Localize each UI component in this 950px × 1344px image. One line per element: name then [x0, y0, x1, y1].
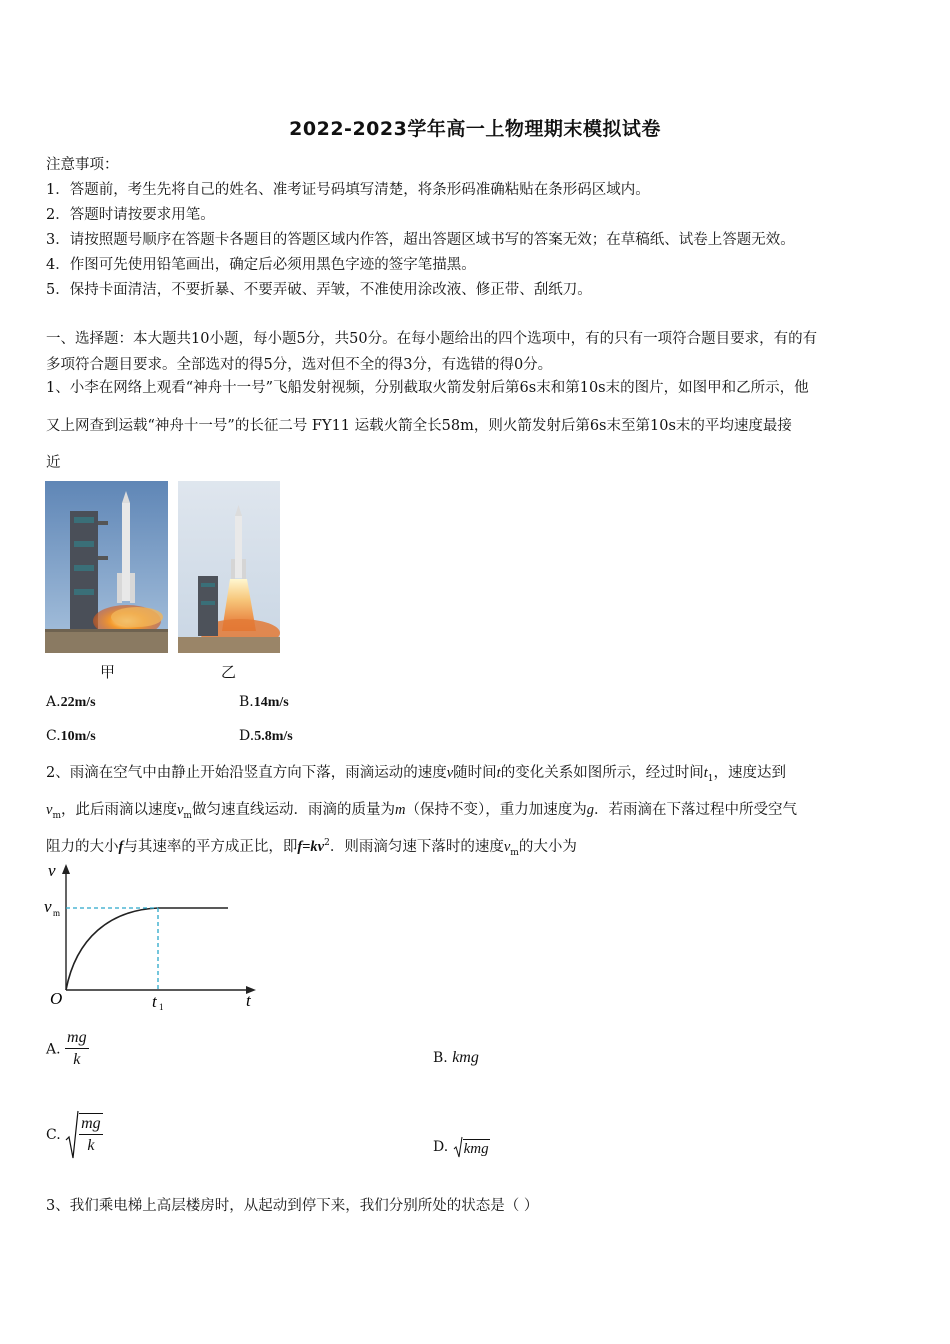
option-value: 10m/s — [60, 729, 96, 744]
radical-sign-icon — [65, 1110, 79, 1160]
q1-option-a[interactable] — [46, 694, 96, 711]
t1-subscript: 1 — [159, 1002, 164, 1012]
section1-line2: 多项符合题目要求。全部选对的得5分，选对但不全的得3分，有选错的得0分。 — [46, 357, 553, 373]
q2-option-c[interactable] — [46, 1110, 103, 1160]
q1-option-c[interactable] — [46, 728, 96, 745]
sqrt-expression: kmg — [453, 1136, 490, 1158]
option-letter: C. — [46, 728, 61, 744]
vm-label: v — [44, 897, 52, 916]
q2-option-a[interactable] — [46, 1028, 89, 1071]
q1-option-d[interactable] — [239, 728, 293, 745]
q1-line2: 又上网查到运载“神舟十一号”的长征二号 FY11 运载火箭全长58m，则火箭发射后第6s末至第10s末的平均速度最接 — [46, 418, 792, 434]
option-letter: B. — [239, 694, 254, 710]
origin-label: O — [50, 989, 63, 1008]
t1-label: t — [152, 992, 157, 1011]
q2-line1: 2、雨滴在空气中由静止开始沿竖直方向下落，雨滴运动的速度v随时间t的变化关系如图所示，经过时间$t_1$，速度达到 — [46, 765, 786, 784]
fraction-mg-over-k: $\frac{mg}{k}$ — [79, 1113, 103, 1157]
option-value: 22m/s — [60, 695, 96, 710]
option-letter: C. — [46, 1127, 61, 1143]
option-letter: A. — [46, 694, 61, 710]
sqrt-expression — [65, 1110, 103, 1160]
vm-subscript: m — [53, 908, 61, 918]
option-letter: B. — [433, 1050, 448, 1066]
notice-item-5: 5．保持卡面清洁，不要折暴、不要弄破、弄皱，不准使用涂改液、修正带、刮纸刀。 — [46, 282, 592, 298]
q2-option-b[interactable] — [433, 1049, 479, 1067]
rocket-photo-b — [178, 481, 280, 653]
q1-line3: 近 — [46, 455, 61, 471]
section1-line1: 一、选择题：本大题共10小题，每小题5分，共50分。在每小题给出的四个选项中，有的只有一项符合题目要求，有的有 — [46, 331, 818, 347]
q1-line1: 1、小李在网络上观看“神舟十一号”飞船发射视频，分别截取火箭发射后第6s末和第10s末的图片，如图甲和乙所示，他 — [46, 380, 809, 396]
velocity-curve — [66, 908, 228, 990]
notice-item-3: 3．请按照题号顺序在答题卡各题目的答题区域内作答，超出答题区域书写的答案无效；在草稿纸、试卷上答题无效。 — [46, 232, 795, 248]
option-letter: D. — [239, 728, 255, 744]
q1-option-b[interactable] — [239, 694, 289, 711]
radical-sign-icon — [453, 1136, 463, 1158]
paper-title: 2022-2023学年高一上物理期末模拟试卷 — [289, 118, 661, 140]
option-value: 5.8m/s — [254, 729, 293, 744]
expression-kmg: kmg — [452, 1049, 479, 1066]
photo-caption-a: 甲 — [100, 663, 116, 681]
notice-item-4: 4．作图可先使用铅笔画出，确定后必须用黑色字迹的签字笔描黑。 — [46, 257, 476, 273]
option-value: 14m/s — [253, 695, 289, 710]
notice-heading: 注意事项： — [46, 157, 119, 173]
option-letter: D. — [433, 1139, 449, 1155]
rocket-photo-a — [45, 481, 168, 653]
q2-line2: $v_m$，此后雨滴以速度$v_m$做匀速直线运动．雨滴的质量为m（保持不变），重力加速度为g．若雨滴在下落过程中所受空气 — [46, 802, 797, 821]
v-t-graph — [40, 858, 270, 1018]
y-axis-label: v — [48, 861, 56, 880]
q3-line1: 3、我们乘电梯上高层楼房时，从起动到停下来，我们分别所处的状态是（ ） — [46, 1198, 539, 1214]
q2-option-d[interactable] — [433, 1136, 490, 1158]
notice-item-1: 1．答题前，考生先将自己的姓名、准考证号码填写清楚，将条形码准确粘贴在条形码区域内。 — [46, 182, 650, 198]
notice-item-2: 2．答题时请按要求用笔。 — [46, 207, 215, 223]
photo-caption-b: 乙 — [221, 663, 237, 681]
y-axis-arrow — [62, 864, 70, 874]
x-axis-label: t — [246, 991, 251, 1010]
fraction-mg-over-k: $\frac{mg}{k}$ — [67, 1029, 87, 1068]
q2-line3: 阻力的大小f与其速率的平方成正比，即$f=kv^2$．则雨滴匀速下落时的速度$v_m$的大小为 — [46, 838, 577, 858]
option-letter: A. — [46, 1041, 61, 1058]
